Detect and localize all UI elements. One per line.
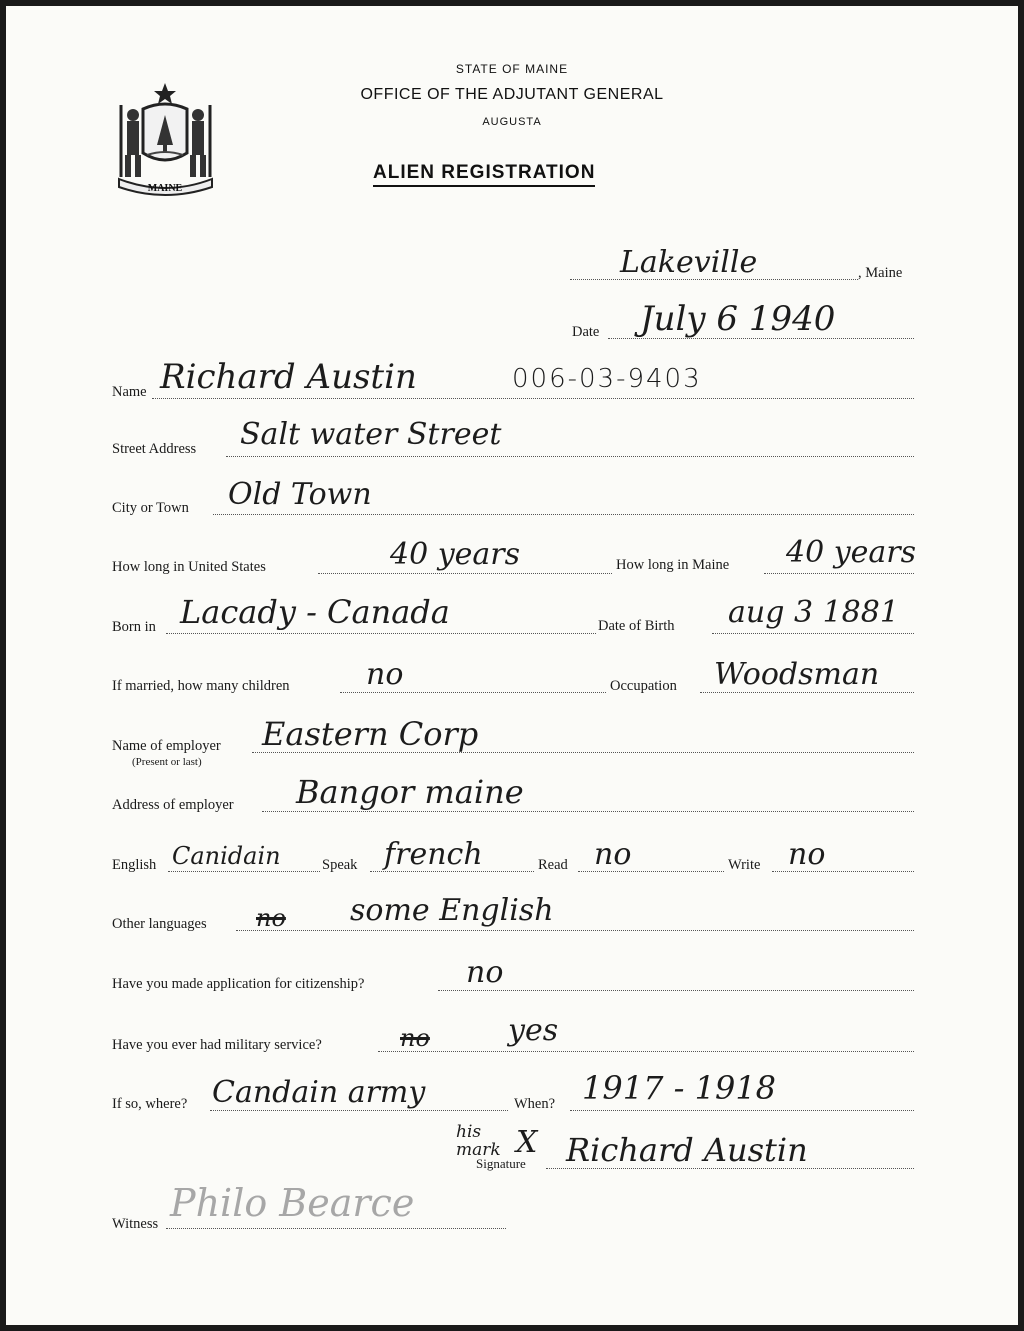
witness-label: Witness	[112, 1216, 159, 1232]
born-in-label: Born in	[112, 619, 156, 635]
when-label: When?	[514, 1096, 556, 1112]
write-value: no	[788, 837, 826, 872]
citizenship-line	[438, 990, 914, 991]
us-duration-value: 40 years	[390, 537, 521, 572]
other-languages-value: some English	[350, 893, 554, 928]
town-value: Lakeville	[620, 245, 758, 280]
english-value: Canidain	[172, 842, 281, 870]
us-duration-label: How long in United States	[112, 559, 266, 575]
born-in-line	[166, 633, 596, 634]
military-struck: no	[400, 1024, 430, 1052]
street-line	[226, 456, 914, 457]
name-label: Name	[112, 384, 147, 400]
occupation-label: Occupation	[610, 678, 677, 694]
maine-duration-label: How long in Maine	[616, 557, 730, 573]
children-value: no	[366, 657, 404, 692]
military-line	[378, 1051, 914, 1052]
employer-address-line	[262, 811, 914, 812]
other-languages-line	[236, 930, 914, 931]
children-line	[340, 692, 606, 693]
his-mark-note: his mark	[456, 1122, 501, 1160]
dob-label: Date of Birth	[598, 618, 675, 634]
speak-label: Speak	[322, 857, 358, 873]
maine-duration-line	[764, 573, 914, 574]
occupation-line	[700, 692, 914, 693]
header-state: STATE OF MAINE	[455, 62, 569, 76]
street-label: Street Address	[112, 441, 197, 457]
citizenship-value: no	[466, 955, 504, 990]
registration-number: 006-03-9403	[512, 364, 702, 394]
witness-line	[166, 1228, 506, 1229]
occupation-value: Woodsman	[714, 657, 880, 692]
city-line	[213, 514, 914, 515]
when-value: 1917 - 1918	[582, 1069, 777, 1107]
name-line	[152, 398, 914, 399]
speak-value: french	[384, 837, 483, 872]
city-label: City or Town	[112, 500, 189, 516]
witness-signature: Philo Bearce	[170, 1181, 415, 1225]
form-title: ALIEN REGISTRATION	[373, 162, 595, 187]
seal-label: MAINE	[147, 183, 183, 194]
dob-line	[712, 633, 914, 634]
military-label: Have you ever had military service?	[112, 1037, 322, 1053]
signature-mark-x: X	[516, 1125, 538, 1160]
street-value: Salt water Street	[240, 417, 502, 452]
read-label: Read	[538, 857, 568, 873]
maine-label: , Maine	[858, 265, 903, 281]
military-value: yes	[508, 1013, 559, 1048]
write-label: Write	[728, 857, 761, 873]
where-line	[210, 1110, 508, 1111]
date-value: July 6 1940	[640, 299, 836, 339]
born-in-value: Lacady - Canada	[180, 593, 450, 631]
when-line	[570, 1110, 914, 1111]
signature-value: Richard Austin	[566, 1131, 808, 1169]
us-duration-line	[318, 573, 612, 574]
read-value: no	[594, 837, 632, 872]
header-office: OFFICE OF THE ADJUTANT GENERAL	[360, 86, 664, 103]
english-label: English	[112, 857, 157, 873]
employer-address-value: Bangor maine	[296, 773, 524, 811]
employer-address-label: Address of employer	[112, 797, 234, 813]
employer-value: Eastern Corp	[262, 715, 479, 753]
where-value: Candain army	[212, 1075, 426, 1110]
signature-label: Signature	[476, 1156, 526, 1171]
header-city: AUGUSTA	[482, 116, 542, 128]
dob-value: aug 3 1881	[728, 595, 899, 630]
where-label: If so, where?	[112, 1096, 188, 1112]
name-value: Richard Austin	[160, 357, 417, 397]
english-line	[168, 871, 320, 872]
other-languages-struck: no	[256, 904, 286, 932]
citizenship-label: Have you made application for citizenship?	[112, 976, 365, 992]
employer-label: Name of employer	[112, 738, 221, 754]
other-languages-label: Other languages	[112, 916, 207, 932]
employer-note: (Present or last)	[132, 756, 202, 768]
city-value: Old Town	[228, 477, 372, 512]
children-label: If married, how many children	[112, 678, 290, 694]
date-label: Date	[572, 324, 600, 340]
maine-duration-value: 40 years	[786, 535, 917, 570]
